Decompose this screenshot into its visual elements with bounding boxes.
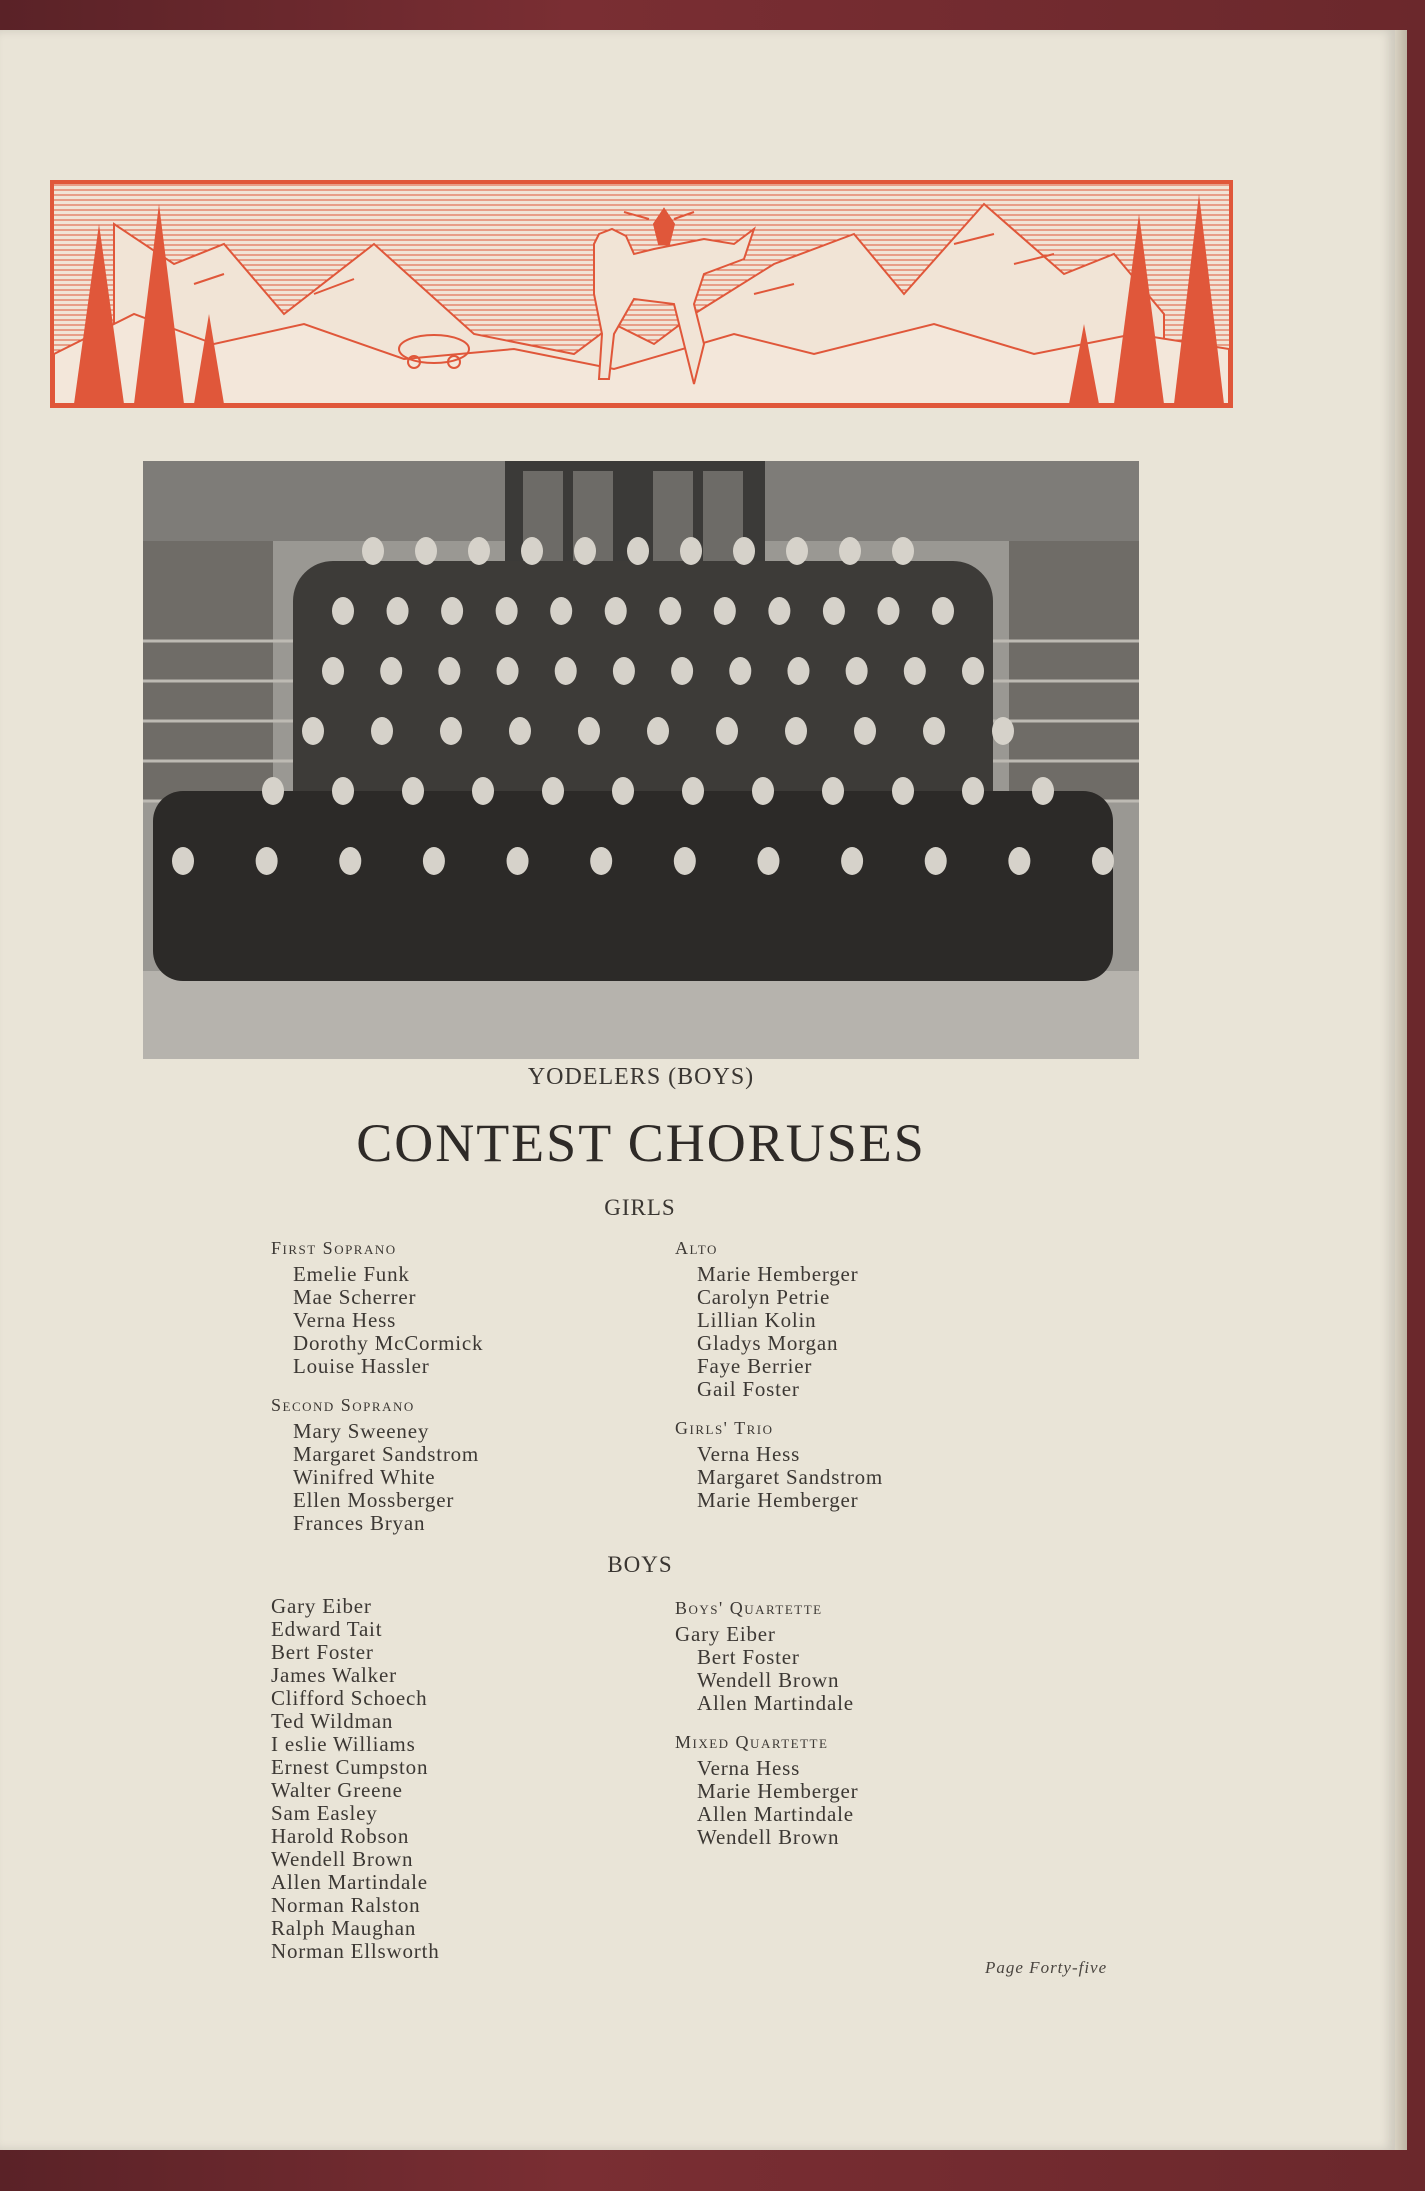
list-item: Marie Hemberger xyxy=(697,1779,859,1803)
page-title: CONTEST CHORUSES xyxy=(356,1113,926,1173)
list-item: James Walker xyxy=(271,1663,397,1687)
student-face xyxy=(841,847,863,875)
student-face xyxy=(613,657,635,685)
student-face xyxy=(509,717,531,745)
name-list xyxy=(271,1595,440,1963)
list-item: Wendell Brown xyxy=(697,1668,840,1692)
list-item: Verna Hess xyxy=(697,1756,801,1780)
student-face xyxy=(497,657,519,685)
student-face xyxy=(716,717,738,745)
list-item: Norman Ellsworth xyxy=(271,1939,440,1963)
first-soprano-section xyxy=(271,1237,483,1378)
student-face xyxy=(555,657,577,685)
student-face xyxy=(302,717,324,745)
list-item: Allen Martindale xyxy=(271,1870,428,1894)
student-face xyxy=(402,777,424,805)
student-face xyxy=(440,717,462,745)
student-face xyxy=(496,597,518,625)
mixed-quartette-section xyxy=(675,1731,858,1849)
list-item: Allen Martindale xyxy=(697,1802,854,1826)
student-face xyxy=(846,657,868,685)
sidewalk xyxy=(143,971,1139,1059)
alto-section xyxy=(675,1237,883,1401)
student-face xyxy=(468,537,490,565)
list-item: Ellen Mossberger xyxy=(293,1488,455,1512)
student-face xyxy=(1032,777,1054,805)
student-face xyxy=(339,847,361,875)
student-face xyxy=(332,777,354,805)
name-list xyxy=(697,1646,858,1715)
list-item: Gary Eiber xyxy=(271,1594,372,1618)
student-face xyxy=(659,597,681,625)
student-face xyxy=(757,847,779,875)
boys-heading: BOYS xyxy=(607,1552,673,1577)
student-face xyxy=(550,597,572,625)
student-face xyxy=(962,777,984,805)
student-face xyxy=(714,597,736,625)
photo-caption: YODELERS (BOYS) xyxy=(527,1064,755,1090)
list-item: Gary Eiber xyxy=(675,1622,776,1646)
student-face xyxy=(590,847,612,875)
boys-quartette-section xyxy=(675,1597,858,1715)
list-item: Walter Greene xyxy=(271,1778,403,1802)
girls-heading: GIRLS xyxy=(604,1195,676,1220)
student-face xyxy=(574,537,596,565)
student-face xyxy=(1008,847,1030,875)
list-item: Margaret Sandstrom xyxy=(293,1442,480,1466)
list-item: Norman Ralston xyxy=(271,1893,421,1917)
student-face xyxy=(627,537,649,565)
student-face xyxy=(682,777,704,805)
student-face xyxy=(371,717,393,745)
list-item: Frances Bryan xyxy=(293,1511,426,1535)
name-list xyxy=(697,1443,883,1512)
student-face xyxy=(733,537,755,565)
student-face xyxy=(256,847,278,875)
student-face xyxy=(729,657,751,685)
section-heading: Mixed Quartette xyxy=(675,1732,829,1752)
list-item: Clifford Schoech xyxy=(271,1686,428,1710)
student-face xyxy=(962,657,984,685)
list-item: Verna Hess xyxy=(293,1308,397,1332)
student-face xyxy=(839,537,861,565)
student-face xyxy=(380,657,402,685)
student-face xyxy=(542,777,564,805)
name-list xyxy=(697,1263,883,1401)
list-item: Bert Foster xyxy=(697,1645,800,1669)
student-face xyxy=(680,537,702,565)
list-item: Carolyn Petrie xyxy=(697,1285,831,1309)
list-item: Dorothy McCormick xyxy=(293,1331,484,1355)
student-face xyxy=(438,657,460,685)
list-item: Bert Foster xyxy=(271,1640,374,1664)
student-face xyxy=(932,597,954,625)
student-face xyxy=(441,597,463,625)
student-face xyxy=(362,537,384,565)
student-face xyxy=(923,717,945,745)
list-item: Lillian Kolin xyxy=(697,1308,817,1332)
student-face xyxy=(332,597,354,625)
student-face xyxy=(854,717,876,745)
list-item: Ernest Cumpston xyxy=(271,1755,429,1779)
student-face xyxy=(674,847,696,875)
student-face xyxy=(423,847,445,875)
name-list xyxy=(293,1420,483,1535)
student-face xyxy=(787,657,809,685)
student-face xyxy=(768,597,790,625)
student-face xyxy=(578,717,600,745)
student-face xyxy=(612,777,634,805)
student-face xyxy=(472,777,494,805)
list-item: Ralph Maughan xyxy=(271,1916,417,1940)
list-item: Louise Hassler xyxy=(293,1354,430,1378)
section-heading: Boys' Quartette xyxy=(675,1598,823,1618)
page-number: Page Forty-five xyxy=(985,1958,1108,1977)
student-face xyxy=(892,537,914,565)
girls-right-column xyxy=(675,1237,883,1528)
section-heading: Alto xyxy=(675,1238,718,1258)
list-item: Gail Foster xyxy=(697,1377,800,1401)
list-item: Gladys Morgan xyxy=(697,1331,839,1355)
student-face xyxy=(671,657,693,685)
list-item: Allen Martindale xyxy=(697,1691,854,1715)
students-group xyxy=(153,561,1113,981)
student-face xyxy=(1092,847,1114,875)
decorative-banner xyxy=(50,180,1233,408)
name-list xyxy=(293,1263,483,1378)
list-item: Wendell Brown xyxy=(697,1825,840,1849)
yodelers-group-photo xyxy=(143,461,1139,1059)
student-face xyxy=(647,717,669,745)
list-item: Harold Robson xyxy=(271,1824,410,1848)
section-heading: First Soprano xyxy=(271,1238,397,1258)
student-face xyxy=(925,847,947,875)
list-item: Marie Hemberger xyxy=(697,1262,859,1286)
list-item: Verna Hess xyxy=(697,1442,801,1466)
student-face xyxy=(904,657,926,685)
list-item: Emelie Funk xyxy=(293,1262,410,1286)
girls-left-column xyxy=(271,1237,483,1551)
list-item: I eslie Williams xyxy=(271,1732,416,1756)
page-edge xyxy=(1395,30,1407,2150)
student-face xyxy=(262,777,284,805)
second-soprano-section xyxy=(271,1394,483,1535)
student-face xyxy=(823,597,845,625)
list-item: Margaret Sandstrom xyxy=(697,1465,884,1489)
student-face xyxy=(322,657,344,685)
student-face xyxy=(877,597,899,625)
student-face xyxy=(892,777,914,805)
student-face xyxy=(605,597,627,625)
list-item: Marie Hemberger xyxy=(697,1488,859,1512)
girls-trio-section xyxy=(675,1417,883,1512)
list-item: Ted Wildman xyxy=(271,1709,394,1733)
section-heading: Girls' Trio xyxy=(675,1418,774,1438)
student-face xyxy=(785,717,807,745)
list-item: Winifred White xyxy=(293,1465,436,1489)
name-list xyxy=(697,1757,858,1849)
list-item: Wendell Brown xyxy=(271,1847,414,1871)
student-face xyxy=(507,847,529,875)
list-item: Mae Scherrer xyxy=(293,1285,417,1309)
boys-right-column xyxy=(675,1597,858,1865)
list-item: Faye Berrier xyxy=(697,1354,813,1378)
student-face xyxy=(521,537,543,565)
list-item: Edward Tait xyxy=(271,1617,383,1641)
student-face xyxy=(387,597,409,625)
list-item: Sam Easley xyxy=(271,1801,378,1825)
student-face xyxy=(752,777,774,805)
section-heading: Second Soprano xyxy=(271,1395,415,1415)
student-face xyxy=(415,537,437,565)
student-face xyxy=(822,777,844,805)
student-face xyxy=(992,717,1014,745)
boys-left-column xyxy=(271,1595,440,1963)
student-face xyxy=(172,847,194,875)
student-face xyxy=(786,537,808,565)
list-item: Mary Sweeney xyxy=(293,1419,430,1443)
